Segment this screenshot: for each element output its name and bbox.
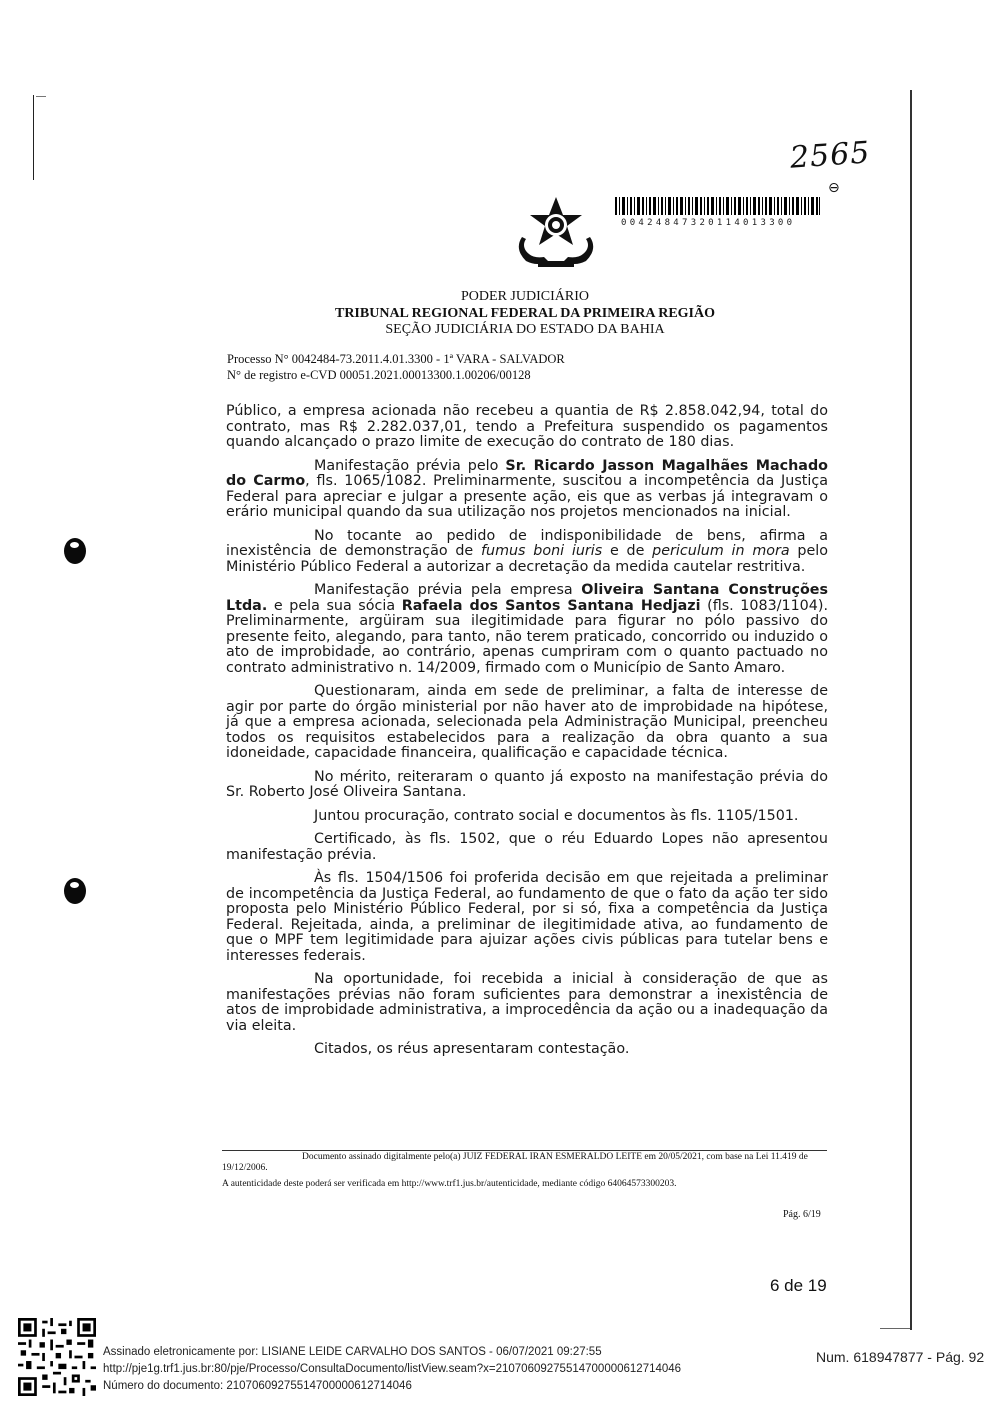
page-label: Pág. 6/19 xyxy=(783,1209,821,1220)
paragraph-7: Juntou procuração, contrato social e documentos às fls. 1105/1501. xyxy=(314,807,799,824)
paragraph-6: No mérito, reiteraram o quanto já exposto na manifestação prévia do Sr. Roberto José Oliveira Santana. xyxy=(226,768,828,800)
num-page-reference: Num. 618947877 - Pág. 92 xyxy=(816,1349,985,1365)
barcode-number: 00424847320114013300 xyxy=(621,218,796,228)
text-run: , fls. 1065/1082. Preliminarmente, suscitou a incompetência da Justiça Federal para apreciar e julgar a presente ação, eis que as verbas já integravam o erário municipal quando da sua utilização nos projetos mencionados na inicial. xyxy=(226,473,828,520)
scan-edge-right xyxy=(910,90,912,1330)
text-run: (fls. 1083/1104). Preliminarmente, argüiram sua ilegitimidade para figurar no pólo passivo do presente feito, alegando, para tanto, não terem praticado, concorrido ou induzido o ato de improbidade, ao contrário, apenas cumpriram com o quanto pactuado no contrato administrativo n. 14/2009, firmado com o Município de Santo Amaro. xyxy=(226,597,829,676)
digital-signature-note: Documento assinado digitalmente pelo(a) JUIZ FEDERAL IRAN ESMERALDO LEITE em 20/05/2021, com base na Lei 11.419 de 19/12/2006. xyxy=(222,1152,808,1173)
document-number: Número do documento: 21070609275514700000612714046 xyxy=(103,1380,412,1392)
partner-name: Rafaela dos Santos Santana Hedjazi xyxy=(401,597,701,614)
paragraph-4 xyxy=(226,583,828,676)
paragraph-11: Citados, os réus apresentaram contestação. xyxy=(314,1041,630,1057)
document-url[interactable]: http://pje1g.trf1.jus.br:80/pje/Processo/ConsultaDocumento/listView.seam?x=21070609275514700000612714046 xyxy=(103,1363,682,1375)
text-run: No tocante ao pedido de indisponibilidade de bens, afirma a inexistência de demonstração de xyxy=(226,527,828,559)
handwritten-mark: ⊖ xyxy=(828,180,840,196)
text-run: pelo Ministério Público Federal a autorizar a decretação da medida cautelar restritiva. xyxy=(226,543,828,575)
document-barcode xyxy=(615,197,820,215)
latin-term: fumus boni iuris xyxy=(480,543,603,559)
header-tribunal: TRIBUNAL REGIONAL FEDERAL DA PRIMEIRA REGIÃO xyxy=(334,306,715,321)
latin-term: periculum in mora xyxy=(652,543,790,559)
header-poder-judiciario: PODER JUDICIÁRIO xyxy=(461,289,589,304)
paragraph-8: Certificado, às fls. 1502, que o réu Eduardo Lopes não apresentou manifestação prévia. xyxy=(226,831,828,863)
text-run: Manifestação prévia pela empresa xyxy=(314,582,582,598)
authenticity-note: A autenticidade deste poderá ser verificada em http://www.trf1.jus.br/autenticidade, mediante código 64064573300203. xyxy=(222,1179,677,1189)
punch-hole xyxy=(64,538,86,564)
handwritten-folio-number: 2565 xyxy=(788,135,872,176)
qr-code-icon xyxy=(18,1318,96,1396)
registration-number: N° de registro e-CVD 00051.2021.00013300.1.00206/00128 xyxy=(227,368,531,382)
process-number: Processo N° 0042484-73.2011.4.01.3300 - 1ª VARA - SALVADOR xyxy=(227,352,565,366)
footnote-divider xyxy=(222,1150,827,1151)
document-body xyxy=(226,404,828,1066)
scan-edge-tick-bottom xyxy=(880,1328,910,1329)
text-run: e de xyxy=(602,543,653,559)
text-run: e pela sua sócia xyxy=(267,597,402,614)
paragraph-3 xyxy=(226,529,828,576)
paragraph-5: Questionaram, ainda em sede de preliminar, a falta de interesse de agir por parte do órgão ministerial por não haver ato de improbidade na hipótese, já que a empresa acionada, selecionada pela Administração Municipal, preencheu todos os requisitos estabelecidos para a realização da obra quanto a sua idoneidade, capacidade financeira, qualificação e capacidade técnica. xyxy=(226,683,828,761)
electronic-signature-line: Assinado eletronicamente por: LISIANE LEIDE CARVALHO DOS SANTOS - 06/07/2021 09:27:55 xyxy=(103,1346,602,1358)
paragraph-10: Na oportunidade, foi recebida a inicial à consideração de que as manifestações prévias não foram suficientes para demonstrar a inexistência de atos de improbidade administrativa, a improcedência da ação ou a inadequação da via eleita. xyxy=(226,971,828,1034)
paragraph-1: Público, a empresa acionada não recebeu a quantia de R$ 2.858.042,94, total do contrato, mas R$ 2.282.037,01, tendo a Prefeitura suspendido os pagamentos quando alcançado o prazo limite de execução do contrato de 180 dias. xyxy=(226,403,828,450)
paragraph-9: Às fls. 1504/1506 foi proferida decisão em que rejeitada a preliminar de incompetência da Justiça Federal, ao fundamento de que o fato da ação ter sido proposta pelo Ministério Público Federal, por si só, fixa a competência da Justiça Federal. Rejeitada, ainda, a preliminar de ilegitimidade ativa, ao fundamento de que o MPF tem legitimidade para ajuizar ações civis públicas para tutelar bens e interesses federais. xyxy=(226,870,828,964)
text-run: Manifestação prévia pelo xyxy=(314,457,506,474)
paragraph-2 xyxy=(226,459,828,521)
header-secao: SEÇÃO JUDICIÁRIA DO ESTADO DA BAHIA xyxy=(385,322,665,337)
scan-edge-tick xyxy=(36,96,46,97)
punch-hole xyxy=(64,878,86,904)
company-name: Oliveira Santana Construções Ltda. xyxy=(226,582,829,614)
defendant-name: Sr. Ricardo Jasson Magalhães Machado do Carmo xyxy=(226,457,829,489)
scan-edge-left xyxy=(33,95,34,180)
page-count: 6 de 19 xyxy=(770,1276,827,1295)
brazil-coat-of-arms-icon xyxy=(508,195,604,271)
